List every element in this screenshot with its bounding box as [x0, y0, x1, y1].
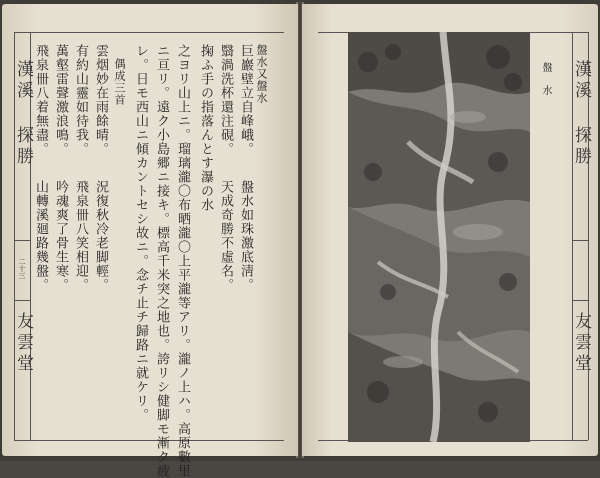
text-column: 盤水如珠激底淸。	[238, 180, 253, 292]
poem-column: 山轉溪廻路幾盤。	[33, 180, 48, 292]
prose-column: 之ヨリ山上ニ。瑠璃瀧〇布晒瀧〇上平瀧等アリ。瀧ノ上ハ。高原數里	[175, 44, 190, 478]
left-margin-title: 漢溪 探勝	[13, 60, 33, 168]
left-page-number: 二十三	[18, 258, 26, 279]
right-margin-divider-2	[572, 300, 588, 301]
left-margin-divider-1	[14, 240, 30, 241]
poem-column: 飛泉卌八着無盡。	[33, 44, 48, 156]
left-frame-bottom	[14, 440, 284, 441]
poem-column: 雲烟妙在雨餘晴。	[93, 44, 108, 156]
poem-heading: 偶成三首	[113, 58, 126, 106]
text-column: 天成奇勝不虛名。	[218, 180, 233, 292]
poem-column: 況復秋冷老脚輕。	[93, 180, 108, 292]
right-margin-title: 漢溪 探勝	[571, 60, 591, 168]
landscape-illustration	[348, 32, 530, 442]
prose-column: ニ亘リ。遠ク小島郷ニ接キ。標高千米突之地也。誇リシ健脚モ漸ク疲	[154, 44, 169, 478]
right-publisher: 友雲堂	[571, 312, 591, 375]
left-publisher: 友雲堂	[13, 312, 33, 375]
painting-caption: 盤 水	[540, 62, 551, 96]
poem-column: 吟魂爽了骨生寒。	[53, 180, 68, 292]
text-column: 巨巖壁立自峰峨。	[238, 44, 253, 156]
section-title: 盤水又盤水	[255, 44, 268, 104]
prose-column: レ。日モ西山ニ傾カントセシ故ニ。念チ止チ歸路ニ就ケリ。	[133, 44, 148, 422]
left-frame-top	[14, 32, 284, 33]
poem-column: 有約山靈如待我。	[73, 44, 88, 156]
text-column: 翳渦洗杯還注硯。	[218, 44, 233, 156]
haiku-line: 掬ふ手の指落んとす瀑の水	[198, 44, 213, 212]
poem-column: 萬壑雷聲激浪鳴。	[53, 44, 68, 156]
right-margin-divider-1	[572, 240, 588, 241]
poem-column: 飛泉卌八笑相迎。	[73, 180, 88, 292]
left-margin-divider-2	[14, 300, 30, 301]
waterfall-painting	[348, 32, 530, 442]
